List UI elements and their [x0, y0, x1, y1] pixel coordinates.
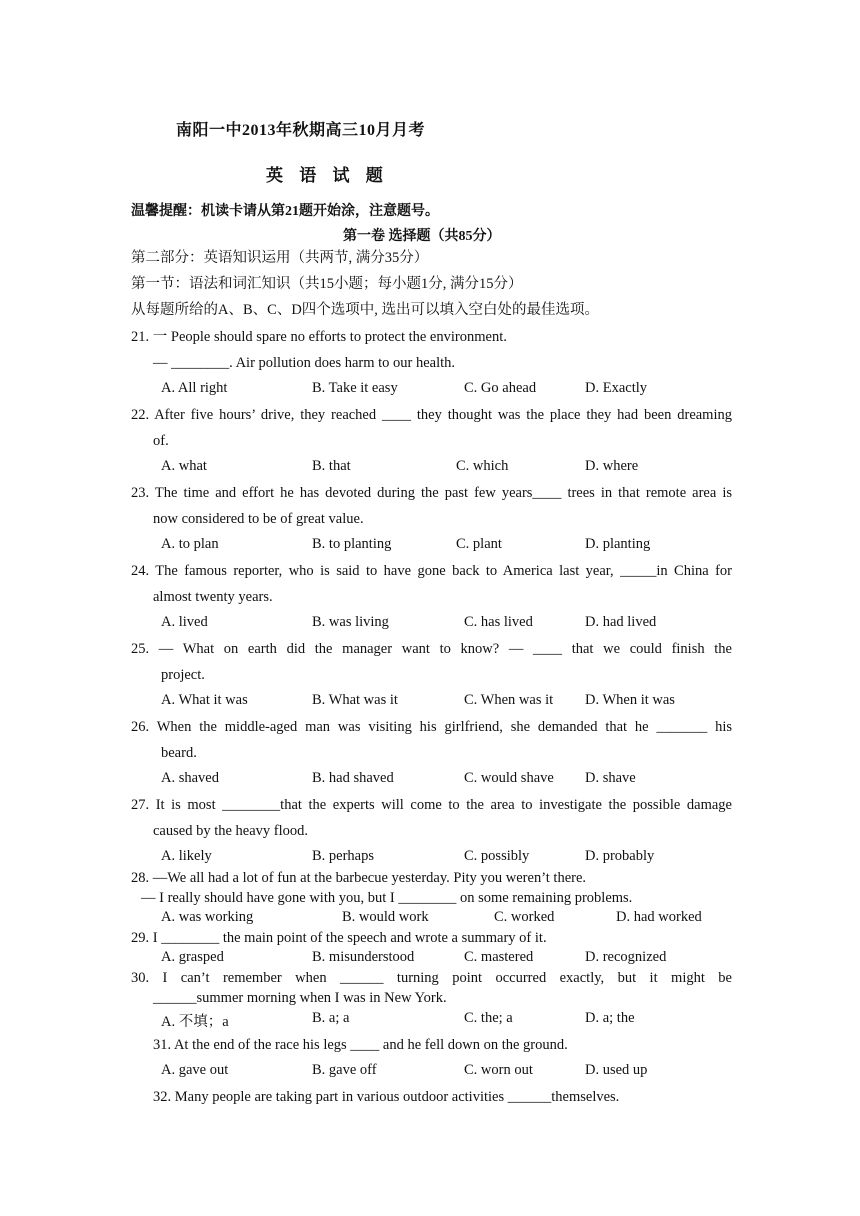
question-26-stem: 26. When the middle-aged man was visiting his girlfriend, she demanded that he _______ his [131, 719, 732, 735]
question-29-option-d: D. recognized [585, 949, 667, 965]
question-30-stem-line2: ______summer morning when I was in New York. [153, 990, 447, 1006]
section-one-heading: 第一节：语法和词汇知识（共15小题；每小题1分, 满分15分） [131, 276, 523, 292]
question-21-option-c: C. Go ahead [464, 380, 537, 396]
question-24-stem: 24. The famous reporter, who is said to have gone back to America last year, _____in China for [131, 563, 732, 579]
question-30-option-c: C. the; a [464, 1010, 513, 1026]
question-21-stem-line2: — ________. Air pollution does harm to our health. [153, 355, 456, 371]
volume-title: 第一卷 选择题（共85分） [343, 229, 501, 244]
question-22-option-a: A. what [161, 458, 207, 474]
question-29-option-c: C. mastered [464, 949, 534, 965]
question-29-stem: 29. I ________ the main point of the speech and wrote a summary of it. [131, 930, 547, 946]
question-30-option-b: B. a; a [312, 1010, 350, 1026]
question-24-option-a: A. lived [161, 614, 208, 630]
question-24-option-d: D. had lived [585, 614, 657, 630]
question-22-option-b: B. that [312, 458, 351, 474]
question-22-option-c: C. which [456, 458, 509, 474]
part-two-heading: 第二部分：英语知识运用（共两节, 满分35分） [131, 250, 429, 266]
question-27-option-a: A. likely [161, 848, 212, 864]
question-25-option-b: B. What was it [312, 692, 398, 708]
question-27-option-d: D. probably [585, 848, 655, 864]
question-29-option-a: A. grasped [161, 949, 224, 965]
question-25-stem-line2: project. [161, 667, 205, 683]
question-28-stem: 28. —We all had a lot of fun at the barbecue yesterday. Pity you weren’t there. [131, 870, 587, 886]
question-24-stem-line2: almost twenty years. [153, 589, 273, 605]
question-25-stem: 25. — What on earth did the manager want to know? — ____ that we could finish the [131, 641, 732, 657]
reminder-text: 温馨提醒：机读卡请从第21题开始涂，注意题号。 [131, 204, 439, 219]
question-28-stem-line2: — I really should have gone with you, but I ________ on some remaining problems. [141, 890, 633, 906]
question-30-option-d: D. a; the [585, 1010, 635, 1026]
question-23-option-d: D. planting [585, 536, 651, 552]
question-27-option-c: C. possibly [464, 848, 530, 864]
question-21-option-b: B. Take it easy [312, 380, 398, 396]
question-29-option-b: B. misunderstood [312, 949, 415, 965]
question-25-option-d: D. When it was [585, 692, 675, 708]
question-26-option-a: A. shaved [161, 770, 219, 786]
question-27-stem-line2: caused by the heavy flood. [153, 823, 309, 839]
question-22-stem-line2: of. [153, 433, 169, 449]
question-21-option-a: A. All right [161, 380, 228, 396]
question-28-option-d: D. had worked [616, 909, 702, 925]
question-23-option-b: B. to planting [312, 536, 392, 552]
question-25-option-c: C. When was it [464, 692, 554, 708]
question-31-option-a: A. gave out [161, 1062, 229, 1078]
question-31-option-c: C. worn out [464, 1062, 533, 1078]
question-24-option-c: C. has lived [464, 614, 533, 630]
question-23-option-c: C. plant [456, 536, 502, 552]
instruction-text: 从每题所给的A、B、C、D四个选项中, 选出可以填入空白处的最佳选项。 [131, 302, 600, 318]
question-31-option-b: B. gave off [312, 1062, 377, 1078]
question-25-option-a: A. What it was [161, 692, 248, 708]
question-21-option-d: D. Exactly [585, 380, 648, 396]
question-26-option-b: B. had shaved [312, 770, 394, 786]
question-22-stem: 22. After five hours’ drive, they reached ____ they thought was the place they had been dreaming [131, 407, 732, 423]
question-26-option-d: D. shave [585, 770, 636, 786]
question-23-stem: 23. The time and effort he has devoted during the past few years____ trees in that remote area is [131, 485, 732, 501]
question-28-option-a: A. was working [161, 909, 254, 925]
exam-title: 英 语 试 题 [266, 166, 389, 185]
question-27-stem: 27. It is most ________that the experts will come to the area to investigate the possible damage [131, 797, 732, 813]
question-26-stem-line2: beard. [161, 745, 197, 761]
question-23-stem-line2: now considered to be of great value. [153, 511, 364, 527]
question-23-option-a: A. to plan [161, 536, 219, 552]
question-31-option-d: D. used up [585, 1062, 648, 1078]
question-27-option-b: B. perhaps [312, 848, 375, 864]
question-28-option-b: B. would work [342, 909, 429, 925]
question-32-stem: 32. Many people are taking part in various outdoor activities ______themselves. [153, 1089, 620, 1105]
question-31-stem: 31. At the end of the race his legs ____ and he fell down on the ground. [153, 1037, 568, 1053]
question-26-option-c: C. would shave [464, 770, 554, 786]
question-28-option-c: C. worked [494, 909, 555, 925]
question-21-stem: 21. 一 People should spare no efforts to protect the environment. [131, 329, 507, 345]
school-title: 南阳一中2013年秋期高三10月月考 [176, 122, 426, 139]
question-30-stem: 30. I can’t remember when ______ turning point occurred exactly, but it might be [131, 970, 732, 986]
question-22-option-d: D. where [585, 458, 639, 474]
question-30-option-a: A. 不填；a [161, 1014, 229, 1030]
question-24-option-b: B. was living [312, 614, 389, 630]
